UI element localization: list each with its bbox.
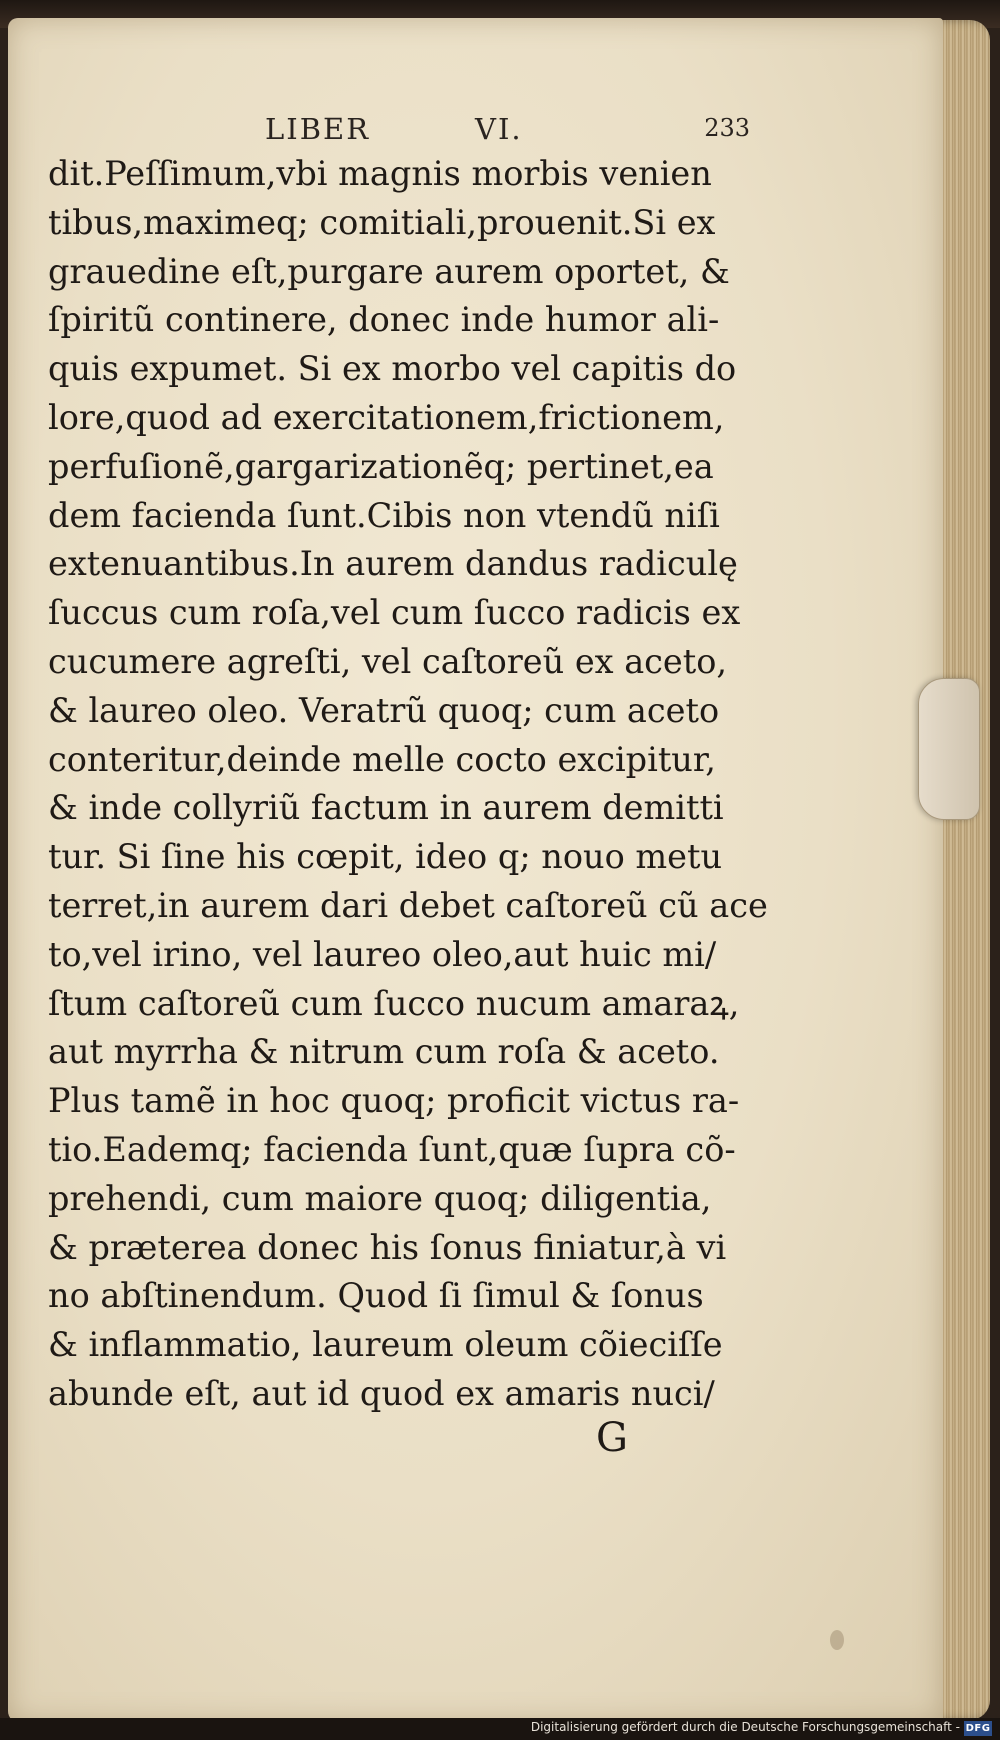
text-line: & inde collyriũ factum in aurem demitti [48,788,724,828]
text-line: no abſtinendum. Quod ſi ſimul & ſonus [48,1276,704,1316]
running-head-book-number: VI. [475,112,523,146]
text-line: grauedine eſt,purgare aurem oportet, & [48,251,730,291]
text-line: tio.Eademq; facienda ſunt,quæ ſupra cõ- [48,1129,736,1169]
page-number: 233 [704,114,750,142]
running-head-title: LIBER [265,112,371,146]
text-line: & inflammatio, laureum oleum cõieciſſe [48,1325,723,1365]
footer-credit: Digitalisierung gefördert durch die Deutsche Forschungsgemeinschaft - [530,1720,960,1734]
text-line: & præterea donec his ſonus finiatur,à vi [48,1227,727,1267]
text-line: terret,in aurem dari debet caſtoreũ cũ ace [48,885,768,925]
dfg-logo-icon: DFG [965,1723,991,1734]
digitization-footer [0,1718,1000,1740]
signature-mark: G [596,1415,628,1461]
text-line: prehendi, cum maiore quoq; diligentia, [48,1178,712,1218]
page-clip-tab [918,678,980,820]
text-line: & laureo oleo. Veratrũ quoq; cum aceto [48,690,720,730]
text-line: ſpiritũ continere, donec inde humor ali- [48,300,720,340]
text-line: lore,quod ad exercitationem,frictionem, [48,397,725,437]
paper-stain [830,1630,844,1650]
text-line: abunde eſt, aut id quod ex amaris nuci/ [48,1373,715,1413]
text-line: ſtum caſtoreũ cum ſucco nucum amaraꝝ, [48,983,740,1023]
text-line: dem facienda ſunt.Cibis non vtendũ niſi [48,495,720,535]
text-line: extenuantibus.In aurem dandus radiculę [48,544,738,584]
text-line: quis expumet. Si ex morbo vel capitis do [48,349,737,389]
text-line: Plus tamẽ in hoc quoq; proficit victus ra- [48,1081,740,1121]
text-line: tur. Si ſine his cœpit, ideo q; nouo metu [48,837,723,877]
text-line: dit.Peſſimum,vbi magnis morbis venien [48,154,712,193]
text-line: perfuſionẽ,gargarizationẽq; pertinet,ea [48,446,714,486]
text-line: ſuccus cum roſa,vel cum ſucco radicis ex [48,593,741,633]
body-text [48,150,768,1419]
text-line: cucumere agreſti, vel caſtoreũ ex aceto, [48,641,728,681]
text-line: to,vel irino, vel laureo oleo,aut huic mi/ [48,934,717,974]
text-line: tibus,maximeq; comitiali,prouenit.Si ex [48,202,716,242]
text-line: aut myrrha & nitrum cum roſa & aceto. [48,1032,720,1072]
running-head [40,112,750,152]
text-line: conteritur,deinde melle cocto excipitur, [48,739,716,779]
